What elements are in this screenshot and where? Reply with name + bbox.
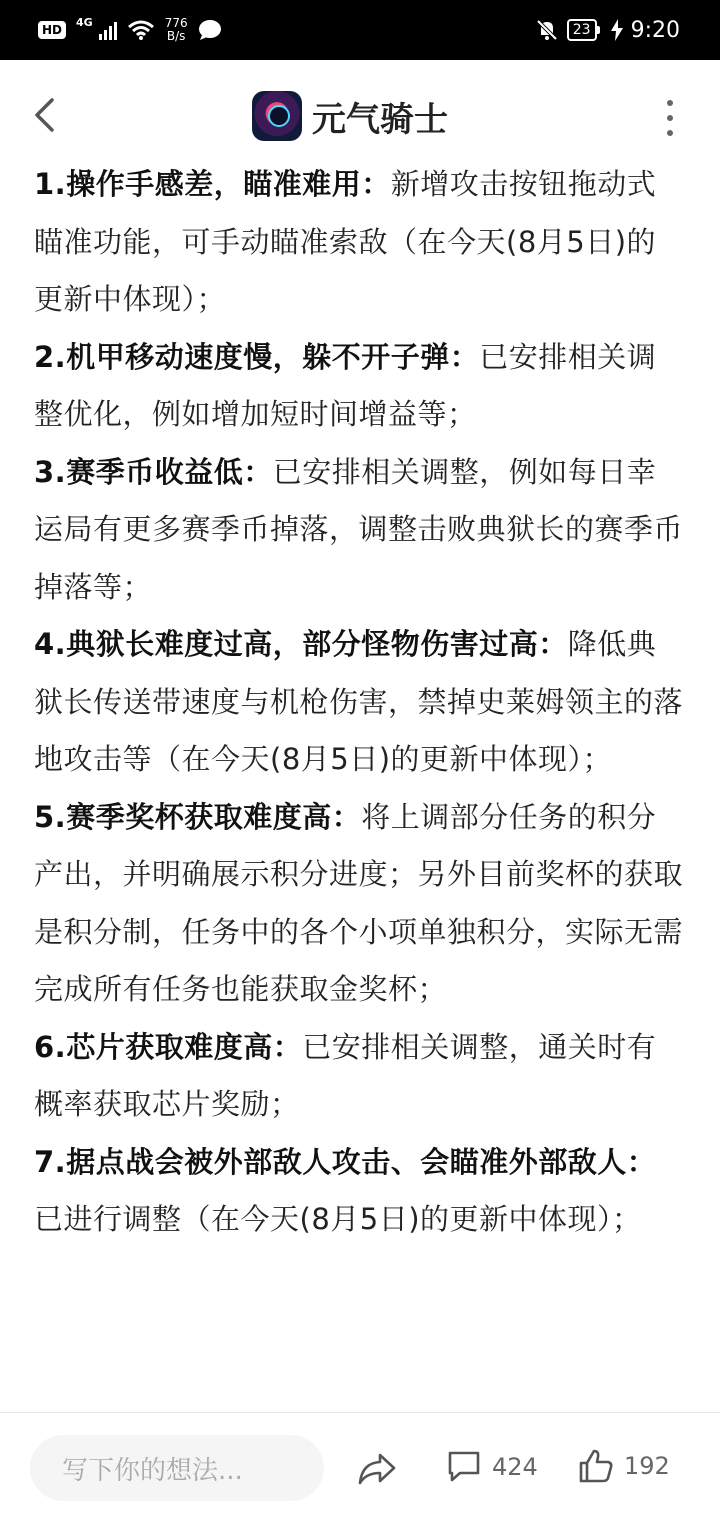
item-heading: 5.赛季奖杯获取难度高： <box>34 799 362 834</box>
item-body: 降低典狱长传送带速度与机枪伤害，禁掉史莱姆领主的落地攻击等（在今天(8月5日)的更新中体现）； <box>34 627 684 776</box>
clock: 9:20 <box>630 17 680 43</box>
bottom-action-bar <box>0 1412 720 1520</box>
network-type: 4G <box>76 15 93 29</box>
like-count: 192 <box>624 1452 670 1480</box>
list-item <box>34 1134 684 1249</box>
speed-unit: B/s <box>166 29 186 43</box>
item-body: 新增攻击按钮拖动式瞄准功能，可手动瞄准索敌（在今天(8月5日)的更新中体现）； <box>34 167 657 316</box>
network-speed <box>165 17 188 43</box>
item-body: 已安排相关调整，例如每日幸运局有更多赛季币掉落，调整击败典狱长的赛季币掉落等； <box>34 454 684 604</box>
article-body <box>34 156 684 1249</box>
mute-bell-icon <box>535 18 559 42</box>
thumbs-up-icon <box>578 1447 614 1485</box>
comment-input[interactable] <box>30 1435 324 1501</box>
share-icon <box>356 1449 398 1489</box>
dot-icon <box>667 130 673 136</box>
item-heading: 1.操作手感差，瞄准难用： <box>34 167 391 201</box>
dot-icon <box>667 100 673 106</box>
list-item <box>34 789 684 1019</box>
item-body: 已安排相关调整优化，例如增加短时间增益等； <box>34 339 657 431</box>
share-button[interactable] <box>356 1449 398 1489</box>
item-heading: 6.芯片获取难度高： <box>34 1029 303 1064</box>
list-item <box>34 156 684 329</box>
comment-placeholder: 写下你的想法... <box>62 1455 243 1486</box>
like-button[interactable] <box>578 1443 670 1489</box>
app-header <box>0 60 720 170</box>
game-logo-icon <box>252 91 302 141</box>
back-button[interactable] <box>22 90 72 140</box>
list-item <box>34 329 684 444</box>
item-heading: 7.据点战会被外部敌人攻击、会瞄准外部敌人： <box>34 1144 657 1179</box>
battery-indicator: 23 <box>567 19 597 41</box>
more-options-button[interactable] <box>660 100 680 136</box>
comment-button[interactable] <box>446 1445 538 1489</box>
item-body: 已进行调整（在今天(8月5日)的更新中体现）； <box>34 1202 642 1236</box>
item-heading: 2.机甲移动速度慢，躲不开子弹： <box>34 339 480 374</box>
item-body: 将上调部分任务的积分产出，并明确展示积分进度；另外目前奖杯的获取是积分制，任务中的各个小项单独积分，实际无需完成所有任务也能获取金奖杯； <box>34 799 684 1006</box>
chat-bubble-icon <box>198 19 222 41</box>
title-group[interactable] <box>252 90 448 142</box>
list-item <box>34 616 684 789</box>
article-content <box>34 156 684 1376</box>
comment-icon <box>446 1449 482 1485</box>
charging-icon <box>611 19 623 41</box>
dot-icon <box>667 115 673 121</box>
item-heading: 3.赛季币收益低： <box>34 454 273 489</box>
item-body: 已安排相关调整，通关时有概率获取芯片奖励； <box>34 1029 657 1121</box>
speed-value: 776 <box>164 16 188 30</box>
hd-icon: HD <box>38 21 66 39</box>
item-heading: 4.典狱长难度过高，部分怪物伤害过高： <box>34 627 568 661</box>
status-bar <box>0 0 720 60</box>
list-item <box>34 444 684 617</box>
signal-icon <box>99 20 117 40</box>
list-item <box>34 1019 684 1134</box>
wifi-icon <box>127 19 155 41</box>
comment-count: 424 <box>492 1453 538 1481</box>
chevron-left-icon <box>22 90 72 140</box>
page-title: 元气骑士 <box>312 99 448 140</box>
